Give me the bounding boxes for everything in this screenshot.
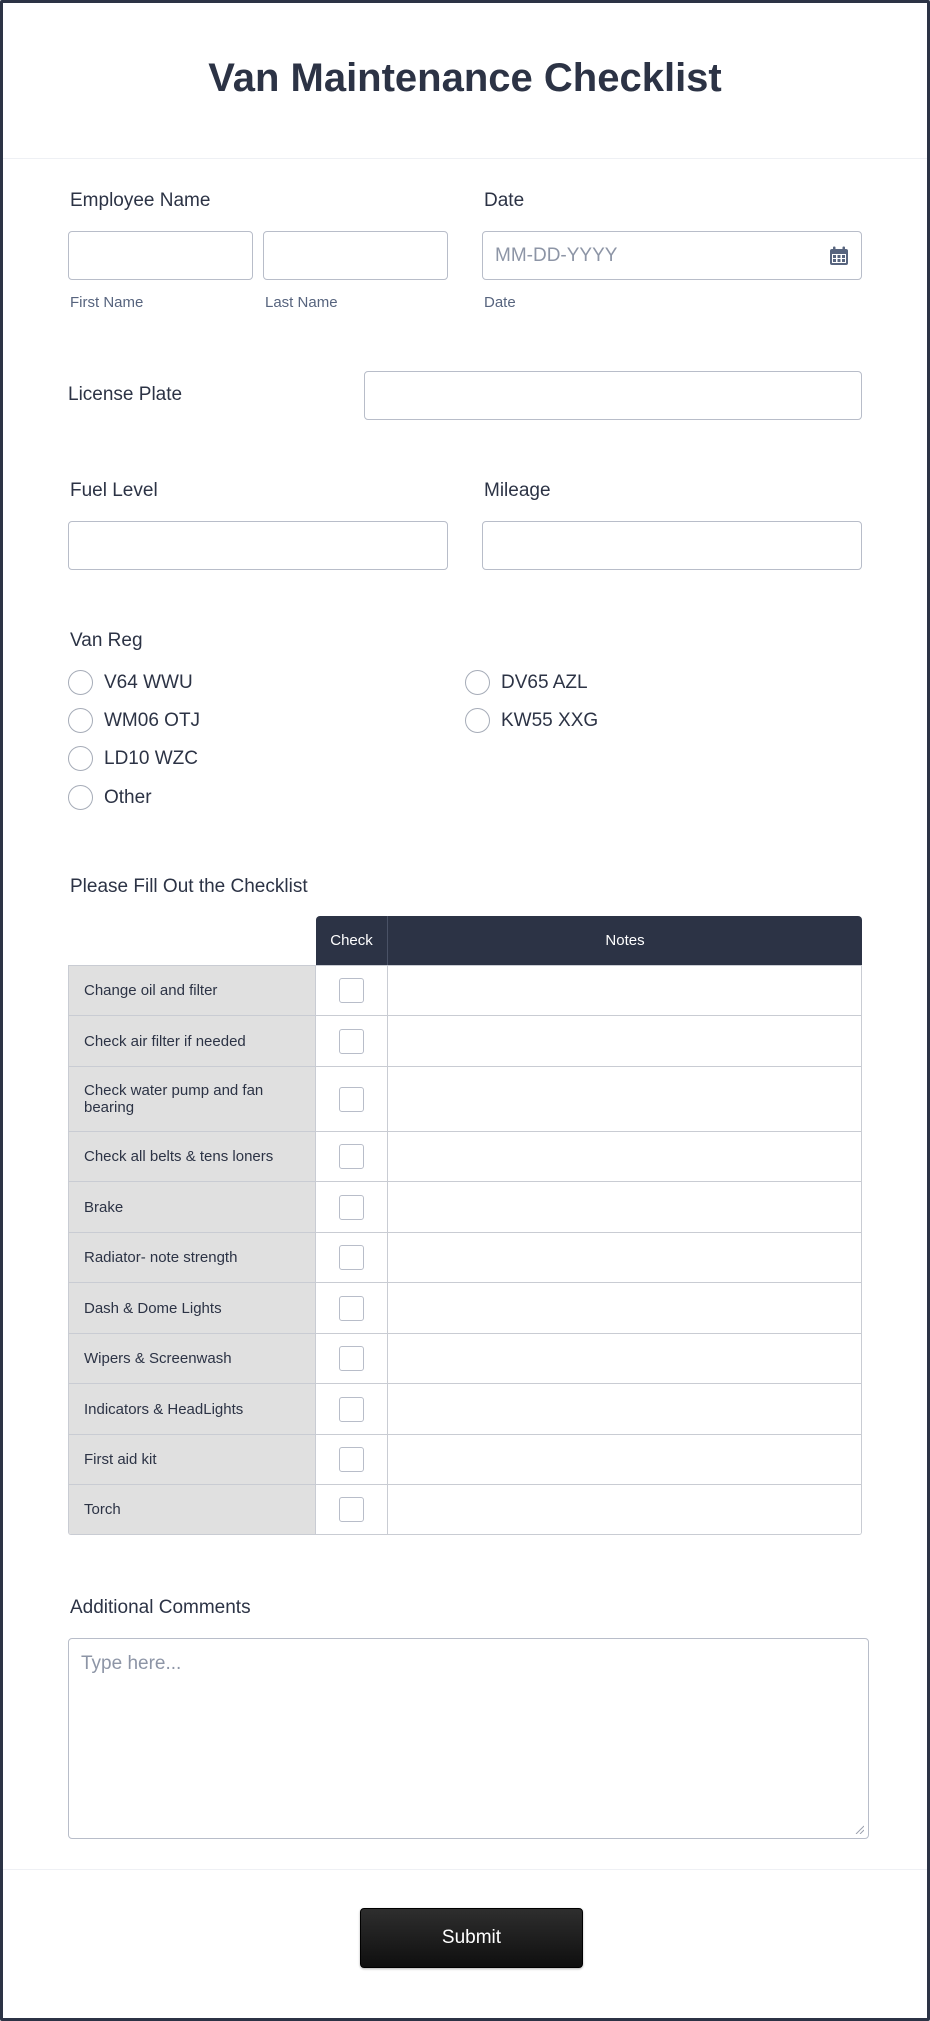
- radio-option-label: LD10 WZC: [104, 747, 198, 769]
- date-sublabel: Date: [484, 294, 516, 311]
- checklist-checkbox[interactable]: [339, 1087, 364, 1112]
- checklist-check-cell: [316, 1067, 388, 1131]
- checklist-item-label: Check all belts & tens loners: [69, 1132, 316, 1181]
- checklist-check-cell: [316, 1233, 388, 1282]
- matrix-body: [68, 965, 862, 1535]
- submit-button[interactable]: Submit: [360, 1908, 583, 1968]
- comments-textarea[interactable]: [68, 1638, 869, 1839]
- checklist-item-label: Indicators & HeadLights: [69, 1384, 316, 1434]
- radio-circle[interactable]: [465, 670, 490, 695]
- checklist-check-cell: [316, 1334, 388, 1383]
- checklist-notes-cell[interactable]: [388, 1334, 861, 1383]
- checklist-checkbox[interactable]: [339, 1195, 364, 1220]
- mileage-input[interactable]: [482, 521, 862, 570]
- radio-circle[interactable]: [68, 670, 93, 695]
- matrix-header-check: Check: [316, 916, 388, 965]
- checklist-notes-cell[interactable]: [388, 1233, 861, 1282]
- footer-divider: [3, 1869, 927, 1870]
- fuel-level-input[interactable]: [68, 521, 448, 570]
- van-reg-label: Van Reg: [70, 630, 143, 651]
- matrix-header: [68, 916, 862, 965]
- table-row: [69, 1066, 861, 1131]
- table-row: [69, 1484, 861, 1534]
- radio-circle[interactable]: [68, 708, 93, 733]
- checklist-checkbox[interactable]: [339, 1346, 364, 1371]
- table-row: [69, 965, 861, 1015]
- table-row: [69, 1181, 861, 1232]
- table-row: [69, 1434, 861, 1484]
- radio-option-label: Other: [104, 786, 152, 808]
- radio-option[interactable]: [465, 708, 598, 733]
- calendar-icon[interactable]: [829, 246, 849, 266]
- checklist-item-label: Dash & Dome Lights: [69, 1283, 316, 1333]
- checklist-matrix: [68, 916, 862, 1535]
- checklist-item-label: Change oil and filter: [69, 966, 316, 1015]
- date-placeholder: MM-DD-YYYY: [495, 244, 618, 266]
- table-row: [69, 1015, 861, 1066]
- checklist-item-label: Wipers & Screenwash: [69, 1334, 316, 1383]
- checklist-check-cell: [316, 1132, 388, 1181]
- checklist-check-cell: [316, 1384, 388, 1434]
- radio-circle[interactable]: [465, 708, 490, 733]
- first-name-sublabel: First Name: [70, 294, 144, 311]
- radio-option-label: KW55 XXG: [501, 709, 599, 731]
- table-row: [69, 1232, 861, 1282]
- table-row: [69, 1333, 861, 1383]
- checklist-item-label: Torch: [69, 1485, 316, 1534]
- table-row: [69, 1282, 861, 1333]
- checklist-check-cell: [316, 1016, 388, 1066]
- resize-grip-icon[interactable]: [854, 1824, 864, 1834]
- checklist-notes-cell[interactable]: [388, 1132, 861, 1181]
- checklist-item-label: Radiator- note strength: [69, 1233, 316, 1282]
- fuel-level-label: Fuel Level: [70, 480, 158, 501]
- checklist-checkbox[interactable]: [339, 1447, 364, 1472]
- matrix-header-notes: Notes: [388, 916, 862, 965]
- employee-name-label: Employee Name: [70, 190, 211, 211]
- comments-placeholder: Type here...: [81, 1653, 182, 1674]
- checklist-check-cell: [316, 1283, 388, 1333]
- license-plate-label: License Plate: [68, 384, 183, 405]
- checklist-item-label: Brake: [69, 1182, 316, 1232]
- comments-label: Additional Comments: [70, 1597, 251, 1618]
- radio-option-label: V64 WWU: [104, 671, 193, 693]
- radio-option[interactable]: [465, 670, 588, 695]
- checklist-notes-cell[interactable]: [388, 1016, 861, 1066]
- radio-option-label: DV65 AZL: [501, 671, 588, 693]
- checklist-checkbox[interactable]: [339, 1029, 364, 1054]
- checklist-item-label: Check air filter if needed: [69, 1016, 316, 1066]
- checklist-check-cell: [316, 966, 388, 1015]
- checklist-checkbox[interactable]: [339, 1296, 364, 1321]
- table-row: [69, 1131, 861, 1181]
- license-plate-input[interactable]: [364, 371, 862, 420]
- radio-circle[interactable]: [68, 785, 93, 810]
- last-name-input[interactable]: [263, 231, 448, 280]
- date-input[interactable]: [482, 231, 862, 280]
- checklist-notes-cell[interactable]: [388, 966, 861, 1015]
- checklist-check-cell: [316, 1182, 388, 1232]
- checklist-notes-cell[interactable]: [388, 1384, 861, 1434]
- checklist-item-label: Check water pump and fan bearing: [69, 1067, 316, 1131]
- checklist-checkbox[interactable]: [339, 1245, 364, 1270]
- checklist-label: Please Fill Out the Checklist: [70, 876, 308, 897]
- radio-circle[interactable]: [68, 746, 93, 771]
- mileage-label: Mileage: [484, 480, 551, 501]
- radio-option[interactable]: [68, 746, 198, 771]
- checklist-item-label: First aid kit: [69, 1435, 316, 1484]
- radio-option[interactable]: [68, 785, 152, 810]
- checklist-notes-cell[interactable]: [388, 1182, 861, 1232]
- radio-option[interactable]: [68, 708, 200, 733]
- first-name-input[interactable]: [68, 231, 253, 280]
- checklist-checkbox[interactable]: [339, 978, 364, 1003]
- checklist-notes-cell[interactable]: [388, 1067, 861, 1131]
- date-label: Date: [484, 190, 525, 211]
- last-name-sublabel: Last Name: [265, 294, 338, 311]
- checklist-checkbox[interactable]: [339, 1397, 364, 1422]
- radio-option-label: WM06 OTJ: [104, 709, 201, 731]
- radio-option[interactable]: [68, 670, 193, 695]
- checklist-notes-cell[interactable]: [388, 1485, 861, 1534]
- form-header: [3, 3, 927, 159]
- checklist-notes-cell[interactable]: [388, 1435, 861, 1484]
- checklist-check-cell: [316, 1435, 388, 1484]
- table-row: [69, 1383, 861, 1434]
- form-title: Van Maintenance Checklist: [208, 56, 722, 100]
- checklist-checkbox[interactable]: [339, 1497, 364, 1522]
- checklist-check-cell: [316, 1485, 388, 1534]
- checklist-checkbox[interactable]: [339, 1144, 364, 1169]
- checklist-notes-cell[interactable]: [388, 1283, 861, 1333]
